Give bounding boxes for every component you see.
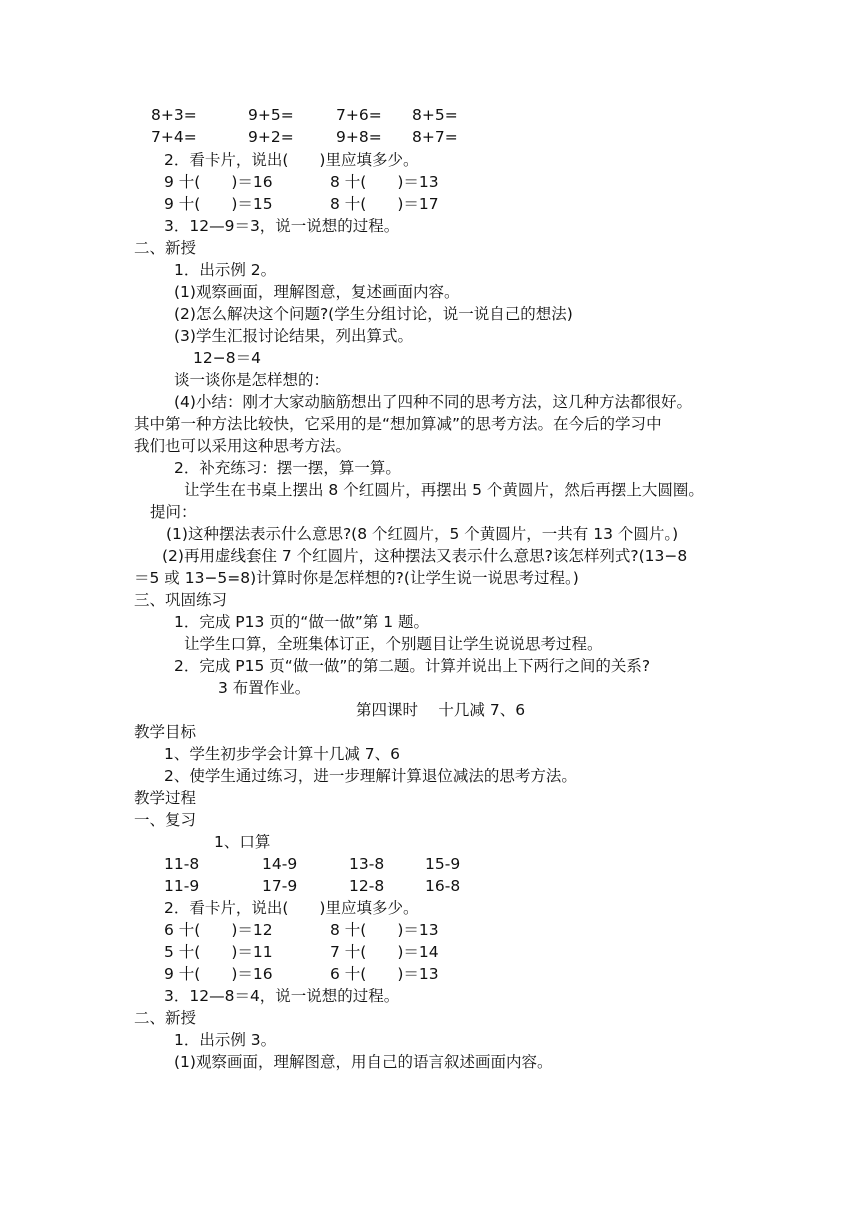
oral-cell: 11-9 xyxy=(164,877,200,895)
question-3: 3．12—9＝3，说一说想的过程。 xyxy=(164,217,400,235)
paragraph: 让学生在书桌上摆出 8 个红圆片，再摆出 5 个黄圆片，然后再摆上大圆圈。 xyxy=(184,481,704,499)
paragraph: 谈一谈你是怎样想的： xyxy=(174,371,330,389)
oral-cell: 15-9 xyxy=(425,855,461,873)
paragraph: 我们也可以采用这种思考方法。 xyxy=(134,437,352,455)
card-item: 6 十( )＝12 xyxy=(164,921,273,939)
formula: 12−8＝4 xyxy=(193,349,261,367)
paragraph: 让学生口算，全班集体订正，个别题目让学生说说思考过程。 xyxy=(184,635,603,653)
card-item: 9 十( )＝15 xyxy=(164,195,273,213)
question-2: 2．看卡片，说出( )里应填多少。 xyxy=(164,899,419,917)
arith-cell: 8+5= xyxy=(412,106,458,124)
card-item: 6 十( )＝13 xyxy=(330,965,439,983)
list-item: 2．完成 P15 页“做一做”的第二题。计算并说出上下两行之间的关系? xyxy=(174,657,651,675)
section-heading: 二、新授 xyxy=(134,1009,197,1027)
list-item: (3)学生汇报讨论结果，列出算式。 xyxy=(174,327,413,345)
arith-cell: 9+2= xyxy=(248,128,294,146)
question-2: 2．看卡片，说出( )里应填多少。 xyxy=(164,151,419,169)
arith-cell: 8+3= xyxy=(151,106,197,124)
list-item: 1、口算 xyxy=(214,833,271,851)
paragraph: 其中第一种方法比较快，它采用的是“想加算减”的思考方法。在今后的学习中 xyxy=(134,415,662,433)
paragraph: (4)小结：刚才大家动脑筋想出了四种不同的思考方法，这几种方法都很好。 xyxy=(174,393,692,411)
section-heading: 教学过程 xyxy=(134,789,197,807)
list-item: 1．完成 P13 页的“做一做”第 1 题。 xyxy=(174,613,430,631)
oral-cell: 12-8 xyxy=(349,877,385,895)
list-item: 1．出示例 2。 xyxy=(174,261,277,279)
list-item: 2．补充练习：摆一摆，算一算。 xyxy=(174,459,401,477)
section-heading: 二、新授 xyxy=(134,239,197,257)
lesson-title: 第四课时 十几减 7、6 xyxy=(356,701,526,719)
arith-cell: 8+7= xyxy=(412,128,458,146)
paragraph: ＝5 或 13−5=8)计算时你是怎样想的?(让学生说一说思考过程。) xyxy=(134,569,579,587)
list-item: 2、使学生通过练习，进一步理解计算退位减法的思考方法。 xyxy=(164,767,577,785)
card-item: 9 十( )＝16 xyxy=(164,965,273,983)
card-item: 8 十( )＝17 xyxy=(330,195,439,213)
list-item: 1、学生初步学会计算十几减 7、6 xyxy=(164,745,401,763)
section-heading: 三、巩固练习 xyxy=(134,591,228,609)
oral-cell: 13-8 xyxy=(349,855,385,873)
card-item: 5 十( )＝11 xyxy=(164,943,273,961)
arith-cell: 7+4= xyxy=(151,128,197,146)
list-item: 3 布置作业。 xyxy=(218,679,311,697)
paragraph: (1)这种摆法表示什么意思?(8 个红圆片，5 个黄圆片，一共有 13 个圆片。) xyxy=(166,525,679,543)
question-3: 3．12—8＝4，说一说想的过程。 xyxy=(164,987,400,1005)
card-item: 7 十( )＝14 xyxy=(330,943,439,961)
section-heading: 一、复习 xyxy=(134,811,197,829)
paragraph: 提问： xyxy=(150,503,197,521)
oral-cell: 14-9 xyxy=(262,855,298,873)
oral-cell: 11-8 xyxy=(164,855,200,873)
list-item: 1．出示例 3。 xyxy=(174,1031,277,1049)
card-item: 9 十( )＝16 xyxy=(164,173,273,191)
list-item: (1)观察画面，理解图意，用自己的语言叙述画面内容。 xyxy=(174,1053,553,1071)
card-item: 8 十( )＝13 xyxy=(330,921,439,939)
list-item: (2)怎么解决这个问题?(学生分组讨论，说一说自己的想法) xyxy=(174,305,573,323)
arith-cell: 7+6= xyxy=(336,106,382,124)
list-item: (1)观察画面，理解图意，复述画面内容。 xyxy=(174,283,460,301)
arith-cell: 9+8= xyxy=(336,128,382,146)
arith-cell: 9+5= xyxy=(248,106,294,124)
section-heading: 教学目标 xyxy=(134,723,197,741)
oral-cell: 16-8 xyxy=(425,877,461,895)
paragraph: (2)再用虚线套住 7 个红圆片，这种摆法又表示什么意思?该怎样列式?(13−8 xyxy=(162,547,688,565)
card-item: 8 十( )＝13 xyxy=(330,173,439,191)
oral-cell: 17-9 xyxy=(262,877,298,895)
